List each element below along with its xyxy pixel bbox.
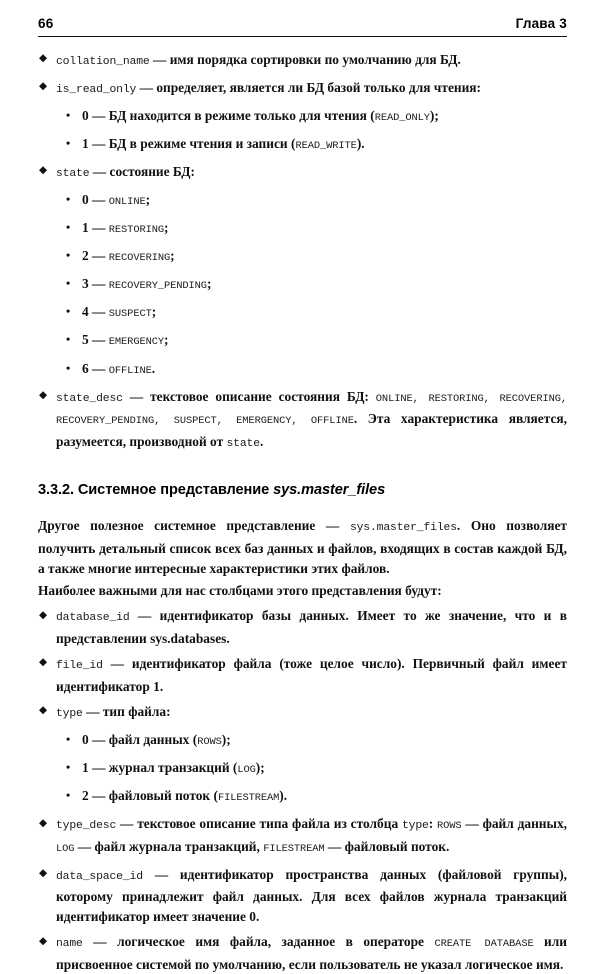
bullet-type-1 [38,758,567,781]
bullet-database-id [38,606,567,648]
bullet-name-run-1: — логическое имя файла, заданное в операторе [82,934,435,949]
bullet-type-desc-run-6: LOG [56,842,75,855]
paragraph-intro-master-files-run-0: Другое полезное системное представление — [38,518,350,534]
bullet-state-6-run-0: 6 — [82,360,109,376]
bullet-is-read-only [38,78,567,101]
bullet-type-desc-run-1: — текстовое описание типа файла из столбца [116,816,402,832]
bullet-state [38,162,567,185]
bullet-state-2-run-0: 2 — [82,248,109,264]
bullet-database-id-run-1: — идентификатор базы данных. Имеет то же значение, что и в представлении [56,608,567,646]
bullet-type-desc [38,814,567,859]
bullet-state-0-run-1: ONLINE [108,195,146,208]
bullet-file-id-run-0: file_id [56,659,103,672]
bullet-state-run-0: state [56,167,90,180]
bullet-state-1 [38,218,567,241]
bullet-type-1-run-1: LOG [237,763,256,776]
chapter-label: Глава 3 [515,16,567,31]
bullet-read-only-1-run-0: 1 — БД в режиме чтения и записи ( [82,135,296,151]
bullet-state-3-run-1: RECOVERY_PENDING [108,280,207,293]
bullet-type-run-1: — тип файла: [82,703,171,719]
spacer [38,500,567,516]
bullet-type-desc-run-9: — файловый поток. [324,838,450,854]
section-heading-332-run-1: sys.master_files [273,482,386,499]
bullet-state-desc-run-1: — текстовое описание состояния БД: [122,388,376,404]
bullet-read-only-0-run-1: READ_ONLY [374,111,430,124]
bullet-state-1-run-0: 1 — [82,220,109,236]
bullet-collation-name [38,50,567,73]
running-header [38,16,567,38]
bullet-type [38,702,567,725]
bullet-type-desc-run-2: type [401,820,429,833]
bullet-database-id-run-0: database_id [56,612,130,625]
bullet-state-2-run-2: ; [170,248,175,264]
bullet-state-desc-run-4: state [226,437,260,450]
bullet-state-5-run-2: ; [164,332,169,348]
bullet-read-only-1 [38,134,567,157]
bullet-data-space-id-run-0: data_space_id [56,870,143,883]
bullet-type-desc-run-3: : [428,816,438,832]
bullet-read-only-1-run-1: READ_WRITE [295,139,357,152]
bullet-data-space-id-run-1: — идентификатор пространства данных (файловой группы), которому принадлежит файл данных. Для всех файлов журнала транзакций идентификатор имеет значение 0. [56,866,567,924]
bullet-state-3-run-2: ; [206,276,212,292]
paragraph-important-columns [38,581,567,601]
bullet-is-read-only-run-0: is_read_only [56,83,137,96]
bullet-read-only-0-run-0: 0 — БД находится в режиме только для чтения ( [82,107,375,123]
bullet-read-only-1-run-2: ). [356,135,365,151]
bullet-state-desc-run-2: ONLINE, RESTORING, RECOVERING, RECOVERY_PENDING, SUSPECT, EMERGENCY, OFFLINE [56,392,567,428]
bullet-type-1-run-0: 1 — журнал транзакций ( [82,759,238,775]
bullet-type-2 [38,786,567,809]
bullet-type-desc-run-7: — файл журнала транзакций, [74,838,264,854]
bullet-type-1-run-2: ); [255,759,265,775]
paragraph-intro-master-files-run-1: sys.master_files [349,522,457,535]
bullet-name-run-2: CREATE DATABASE [434,938,534,950]
bullet-state-3 [38,274,567,297]
bullet-state-3-run-0: 3 — [82,276,109,292]
bullet-state-4-run-2: ; [151,304,157,320]
bullet-state-desc-run-5: . [259,433,264,449]
bullet-database-id-run-3: . [226,630,230,646]
bullet-file-id [38,654,567,696]
bullet-state-4-run-1: SUSPECT [108,308,152,321]
bullet-type-0 [38,730,567,753]
bullet-type-2-run-2: ). [279,787,288,803]
bullet-state-6-run-2: . [151,360,156,376]
page-content [38,44,567,974]
bullet-type-desc-run-8: FILESTREAM [263,842,325,855]
bullet-state-0 [38,190,567,213]
bullet-type-0-run-1: ROWS [197,735,222,748]
paragraph-important-columns-run-0: Наиболее важными для нас столбцами этого представления будут: [38,583,442,599]
paragraph-intro-master-files [38,516,567,578]
bullet-state-2 [38,246,567,269]
bullet-type-0-run-2: ); [221,731,231,747]
header-rule [38,36,567,37]
section-heading-332-run-0: 3.3.2. Системное представление [38,482,274,499]
bullet-state-4 [38,302,567,325]
bullet-name-run-0: name [56,938,83,950]
bullet-state-0-run-0: 0 — [82,191,109,207]
bullet-state-6 [38,359,567,382]
bullet-type-run-0: type [56,707,83,720]
section-heading-332 [38,480,567,500]
bullet-collation-name-run-0: collation_name [56,55,150,68]
bullet-type-desc-run-4: ROWS [437,820,462,833]
bullet-state-4-run-0: 4 — [82,304,109,320]
bullet-read-only-0-run-2: ); [429,107,439,123]
bullet-state-1-run-2: ; [164,220,169,236]
bullet-file-id-run-1: — идентификатор файла (тоже целое число). Первичный файл имеет идентификатор 1. [56,655,567,694]
bullet-state-run-1: — состояние БД: [89,163,195,179]
bullet-type-desc-run-5: — файл данных, [461,816,567,832]
bullet-state-5-run-0: 5 — [82,332,109,348]
bullet-name-run-3: или присвоенное системой по умолчанию, если пользователь не указал логическое имя. [56,934,568,972]
paragraph-intro-master-files-run-2: . Оно позволяет получить детальный список всех баз данных и файлов, входящих в состав каждой БД, а также многие интересные характеристики этих файлов. [38,518,567,576]
bullet-collation-name-run-1: — имя порядка сортировки по умолчанию для БД. [149,51,461,67]
bullet-read-only-0 [38,106,567,129]
bullet-state-1-run-1: RESTORING [108,224,164,237]
bullet-type-0-run-0: 0 — файл данных ( [82,731,198,747]
bullet-state-0-run-2: ; [145,191,151,207]
bullet-is-read-only-run-1: — определяет, является ли БД базой только для чтения: [136,79,482,95]
bullet-name [38,932,567,974]
bullet-data-space-id [38,865,567,927]
bullet-state-5 [38,330,567,353]
bullet-state-desc [38,387,567,455]
bullet-state-6-run-1: OFFLINE [108,364,152,377]
bullet-type-desc-run-0: type_desc [56,820,117,833]
spacer [38,454,567,480]
bullet-state-5-run-1: EMERGENCY [108,336,164,349]
bullet-type-2-run-1: FILESTREAM [217,791,280,804]
bullet-state-desc-run-0: state_desc [56,392,123,405]
page-number: 66 [38,16,54,31]
bullet-state-2-run-1: RECOVERING [108,252,171,265]
bullet-state-desc-run-3: . Эта характеристика является, разумеется, производной от [56,411,568,449]
bullet-type-2-run-0: 2 — файловый поток ( [82,787,218,803]
bullet-database-id-run-2: sys.databases [150,630,227,646]
